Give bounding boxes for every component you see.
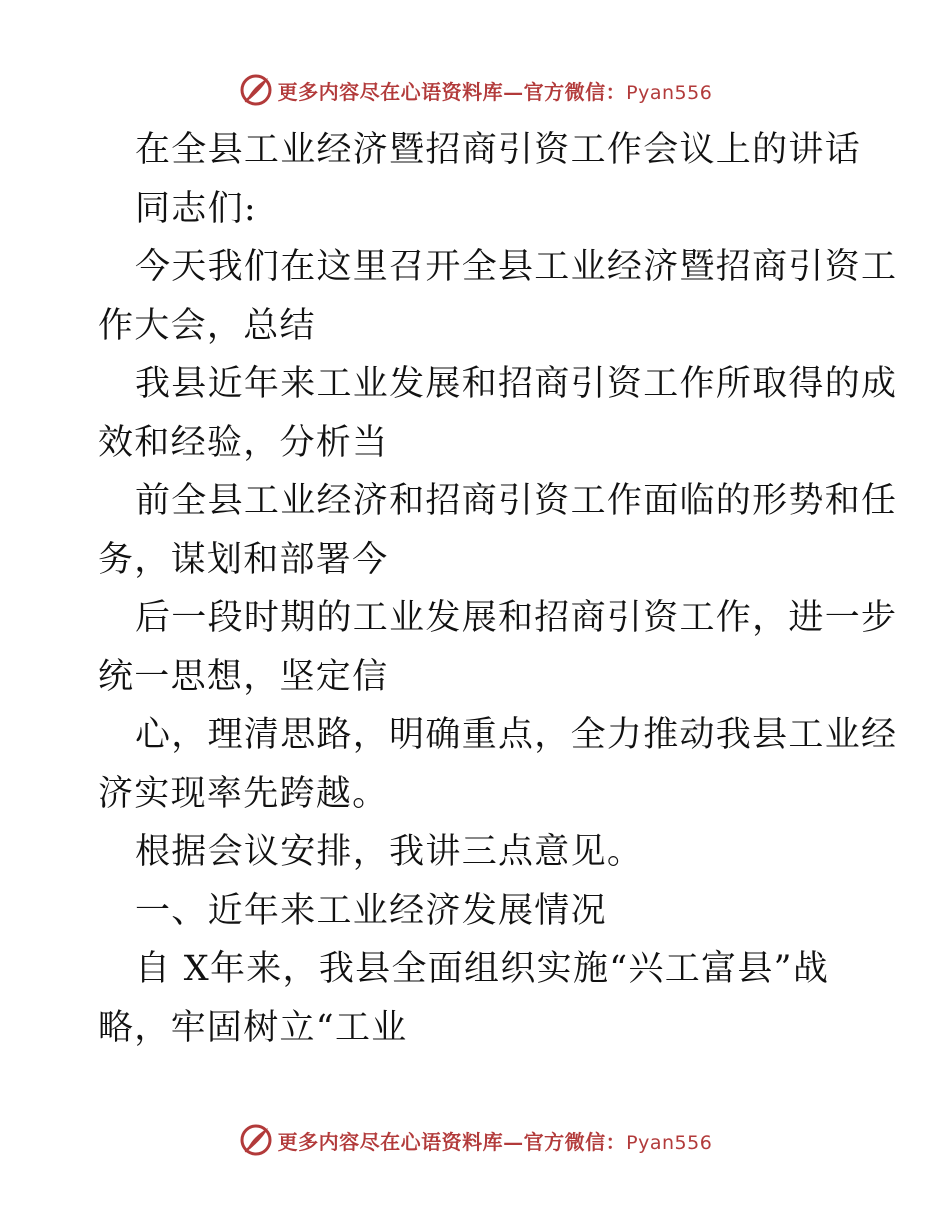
paragraph-line: 前全县工业经济和招商引资工作面临的形势和任 bbox=[135, 481, 898, 521]
paragraph-line: 根据会议安排，我讲三点意见。 bbox=[135, 832, 644, 872]
section-heading: 一、近年来工业经济发展情况 bbox=[135, 890, 607, 931]
watermark-wechat-id: Pyan556 bbox=[626, 81, 713, 104]
salutation: 同志们: bbox=[135, 188, 257, 229]
header-watermark bbox=[0, 70, 950, 110]
paragraph-line: 心，理清思路，明确重点，全力推动我县工业经 bbox=[135, 715, 898, 755]
paragraph-line: 作大会，总结 bbox=[98, 305, 316, 346]
paragraph-line: 今天我们在这里召开全县工业经济暨招商引资工 bbox=[135, 247, 898, 287]
watermark-separator: — bbox=[503, 79, 524, 104]
watermark-wechat-label: 官方微信： bbox=[523, 79, 627, 104]
paragraph-line: 我县近年来工业发展和招商引资工作所取得的成 bbox=[135, 364, 898, 404]
quill-logo-icon bbox=[238, 72, 274, 108]
footer-watermark bbox=[0, 1120, 950, 1160]
watermark-text bbox=[278, 76, 713, 105]
watermark-site-text: 更多内容尽在心语资料库 bbox=[277, 79, 504, 104]
document-title: 在全县工业经济暨招商引资工作会议上的讲话 bbox=[135, 130, 862, 170]
paragraph-line: 后一段时期的工业发展和招商引资工作，进一步 bbox=[135, 598, 898, 638]
paragraph-line: 务，谋划和部署今 bbox=[98, 539, 389, 580]
paragraph-line: 略，牢固树立“工业 bbox=[98, 1007, 408, 1048]
paragraph-line: 济实现率先跨越。 bbox=[98, 773, 389, 814]
document-body bbox=[98, 121, 898, 1057]
watermark-separator: — bbox=[503, 1129, 524, 1154]
watermark-site-text: 更多内容尽在心语资料库 bbox=[277, 1129, 504, 1154]
watermark-wechat-label: 官方微信： bbox=[523, 1129, 627, 1154]
watermark-wechat-id: Pyan556 bbox=[626, 1131, 713, 1154]
quill-logo-icon bbox=[238, 1122, 274, 1158]
watermark-text bbox=[278, 1126, 713, 1155]
paragraph-line: 效和经验，分析当 bbox=[98, 422, 389, 463]
paragraph-line: 自 X年来，我县全面组织实施“兴工富县”战 bbox=[135, 949, 830, 989]
paragraph-line: 统一思想，坚定信 bbox=[98, 656, 389, 697]
